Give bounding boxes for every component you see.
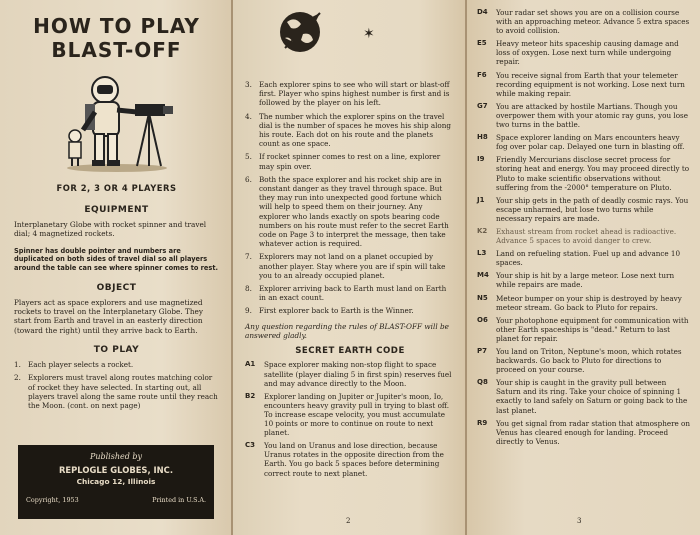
secret-code-heading: SECRET EARTH CODE: [295, 346, 405, 357]
question-note: Any question regarding the rules of BLAST-OFF will be answered gladly.: [245, 321, 449, 341]
code-item: P7 You land on Triton, Neptune's moon, which rotates backwards. Go back to Pluto for directions to proceed on your course.: [477, 347, 682, 375]
title-line-1: HOW TO PLAY: [33, 14, 200, 38]
code-item: H8 Space explorer landing on Mars encounters heavy fog over polar cap. Delayed one turn in blasting off.: [477, 133, 685, 152]
code-item: K2 Exhaust stream from rocket ahead is radioactive. Advance 5 spaces to avoid danger to crew.: [477, 226, 677, 246]
secret-code-list-b: [477, 8, 690, 446]
code-item: L3 Land on refueling station. Fuel up and advance 10 spaces.: [477, 249, 681, 268]
rule-item: 7. Explorers may not land on a planet occupied by another player. Stay where you are if spin will take you to an already occupied planet.: [245, 252, 446, 280]
rule-item: 2. Explorers must travel along routes matching color of rocket they have selected. In starting out, all players travel along the same route until they reach the Moon. (cont. on next page): [14, 373, 218, 411]
rule-item: 8. Explorer arriving back to Earth must land on Earth in an exact count.: [245, 284, 447, 303]
code-item: N5 Meteor bumper on your ship is destroyed by heavy meteor stream. Go back to Pluto for repairs.: [477, 293, 682, 312]
players-line: FOR 2, 3 OR 4 PLAYERS: [56, 183, 177, 193]
page-number: 3: [577, 517, 582, 525]
code-item: M4 Your ship is hit by a large meteor. Lose next turn while repairs are made.: [477, 271, 675, 290]
code-item: A1 Space explorer making non-stop flight to space satellite (player dialing 5 in first spin) reserves fuel and may advance directly to the Moon.: [245, 360, 452, 388]
rule-item: 5. If rocket spinner comes to rest on a line, explorer may spin over.: [245, 152, 441, 171]
printed-in: Printed in U.S.A.: [152, 496, 206, 504]
rule-item: 9. First explorer back to Earth is the Winner.: [245, 306, 414, 316]
to-play-heading: TO PLAY: [93, 345, 140, 356]
astronaut-illustration: [57, 68, 177, 173]
code-item: G7 You are attacked by hostile Martians. Though you overpower them with your atomic ray guns, you lose two turns in the battle.: [477, 101, 688, 130]
code-item: I9 Friendly Mercurians disclose secret process for storing heat and energy. You may proceed directly to Pluto to make scientific observations without suffering from the -2000° temperature on Pluto.: [477, 155, 690, 192]
publisher-city: Chicago 12, Illinois: [76, 477, 156, 486]
panel-codes: [467, 0, 700, 535]
equipment-text: Interplanetary Globe with rocket spinner and travel dial; 4 magnetized rockets.: [14, 220, 207, 239]
star-icon: ✶: [363, 26, 375, 42]
panel-cover: [0, 0, 231, 535]
rule-item: 6. Both the space explorer and his rocket ship are in constant danger as they travel through space. But they may run into unexpected good fortune which will help to speed them on their journey. Any explorer who lands exactly on spots bearing code numbers on his route must refer to the secret Earth code on Page 3 to interpret the message, then take whatever action is required.: [245, 174, 449, 249]
secret-code-list-a: [245, 360, 455, 477]
rules-list-continued: [245, 80, 455, 316]
code-item: F6 You receive signal from Earth that your telemeter recording equipment is not working. Lose next turn while making repair.: [477, 70, 685, 98]
rule-item: 3. Each explorer spins to see who will start or blast-off first. Player who spins highest number is first and is followed by the player on his left.: [245, 80, 450, 108]
code-item: E5 Heavy meteor hits spaceship causing damage and loss of oxygen. Lose next turn while undergoing repair.: [477, 39, 679, 67]
equipment-heading: EQUIPMENT: [84, 205, 149, 215]
code-item: C3 You land on Uranus and lose direction, because Uranus rotates in the opposite direction from the Earth. You go back 5 spaces before determining correct route to next planet.: [245, 441, 444, 478]
code-item: B2 Explorer landing on Jupiter or Jupiter's moon, Io, encounters heavy gravity pull in trying to blast off. To increase escape velocity, you must accumulate 10 points or more to continue on route to next planet.: [245, 391, 450, 438]
publisher-box: [18, 445, 214, 519]
rule-item: 1. Each player selects a rocket.: [14, 360, 134, 370]
code-item: R9 You get signal from radar station that atmosphere on Venus has cleared enough for landing. Proceed directly to Venus.: [477, 418, 691, 446]
publisher-name: REPLOGLE GLOBES, INC.: [58, 465, 174, 475]
object-heading: OBJECT: [96, 282, 137, 293]
panel-rules: [233, 0, 465, 535]
code-item: J1 Your ship gets in the path of deadly cosmic rays. You escape unharmed, but lose two turns while necessary repairs are made.: [477, 195, 689, 223]
page-number: 2: [346, 517, 351, 525]
rule-item: 4. The number which the explorer spins on the travel dial is the number of spaces he moves his ship along his route. Each dot on his route and the planets count as one space.: [245, 111, 451, 149]
title-line-2: BLAST-OFF: [51, 38, 182, 62]
code-item: Q8 Your ship is caught in the gravity pull between Saturn and its ring. Take your choice of spinning 1 exactly to land safely on Saturn or going back to the last planet.: [477, 378, 688, 415]
object-text: Players act as space explorers and use magnetized rockets to travel on the Interplanetary Globe. They start from Earth and travel in an easterly direction (toward the right) until they arrive back to Earth.: [14, 297, 203, 335]
published-by: Published by: [89, 452, 143, 461]
code-item: D4 Your radar set shows you are on a collision course with an approaching meteor. Advance 5 extra spaces to avoid collision.: [477, 8, 690, 36]
rules-list-start: [14, 360, 219, 410]
copyright: Copyright, 1953: [26, 496, 79, 504]
spinner-note: Spinner has double pointer and numbers are duplicated on both sides of travel dial so all players around the table can see where spinner comes to rest.: [14, 246, 218, 272]
code-item: O6 Your photophone equipment for communication with other Earth spaceships is "dead." Return to last planet for repair.: [477, 315, 689, 343]
globe-rocket-illustration: [245, 8, 395, 58]
